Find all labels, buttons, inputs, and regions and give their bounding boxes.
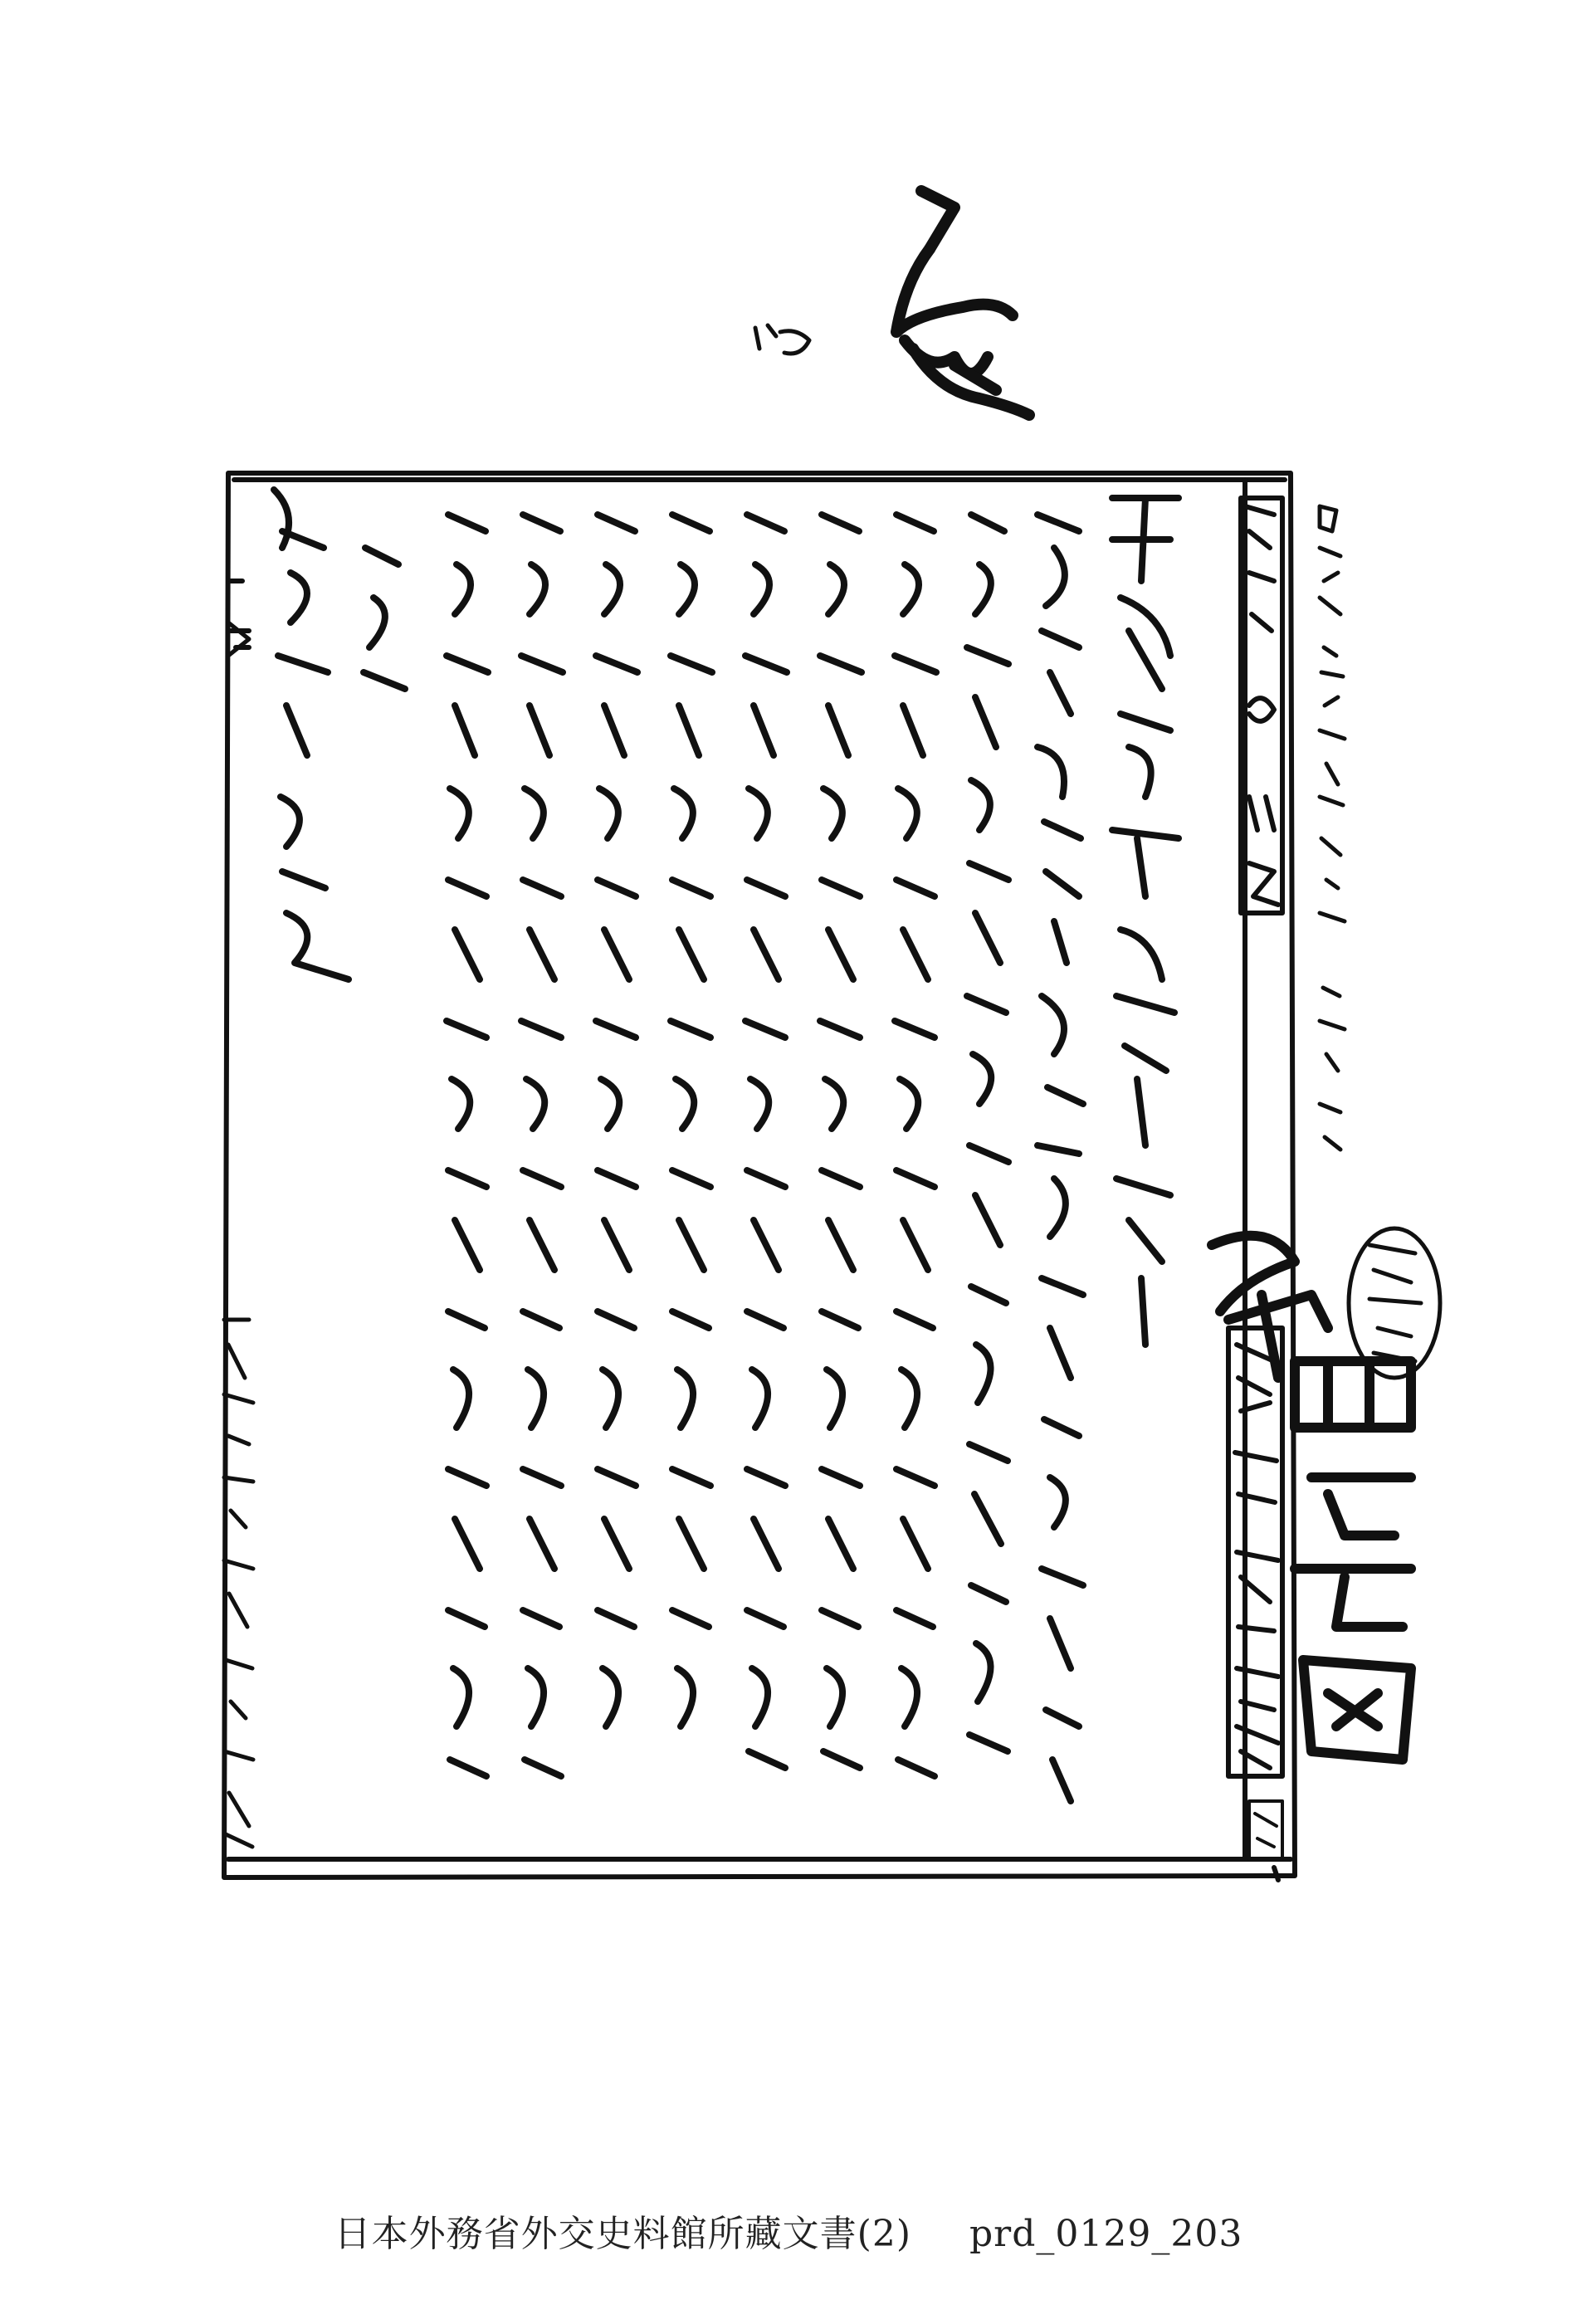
receipt-box [1228,1328,1282,1776]
small-annotation-mark [755,325,809,354]
collection-label: 日本外務省外交史料館所藏文書(2) [334,2213,911,2255]
handwritten-body-text [274,490,1179,1801]
official-seal [1349,1228,1440,1378]
side-large-characters [1295,1361,1411,1760]
header-date-column [1320,506,1345,1150]
side-stamp [1249,1801,1282,1859]
reference-code: prd_0129_203 [969,2213,1243,2255]
footer-caption [0,2204,1577,2257]
top-stamp-character [896,191,1029,415]
